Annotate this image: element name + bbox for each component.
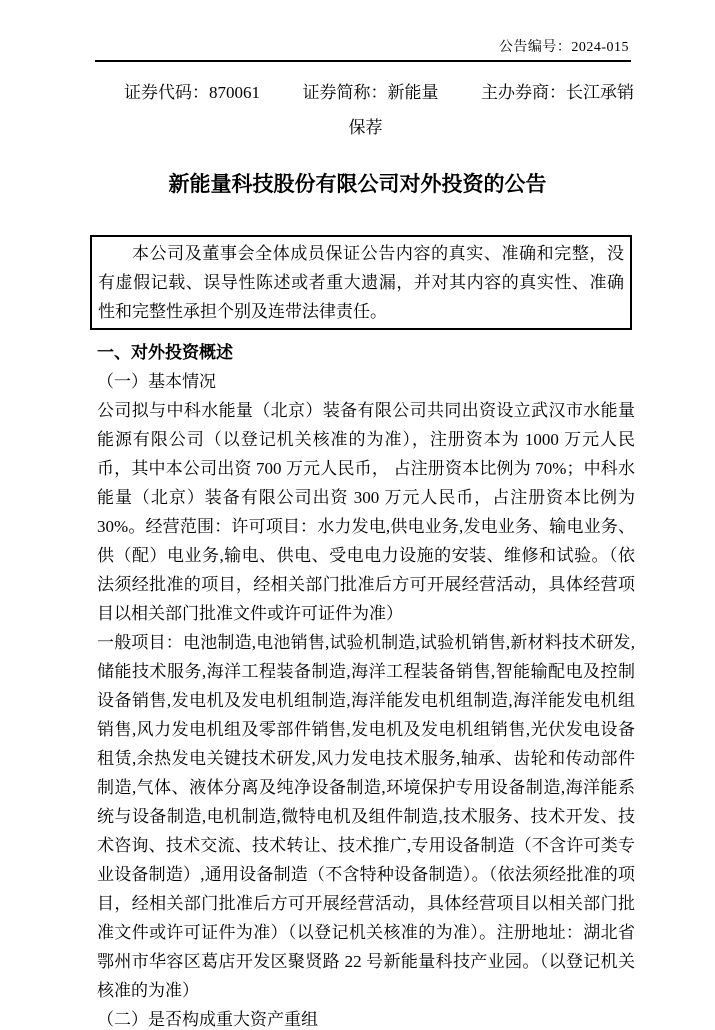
sponsor-broker: 主办券商：长江承销 [481, 83, 634, 102]
page-title: 新能量科技股份有限公司对外投资的公告 [168, 172, 547, 196]
section-1-heading: 一、对外投资概述 [97, 343, 233, 362]
stock-code: 证券代码：870061 [124, 83, 260, 102]
stock-short-name: 证券简称：新能量 [302, 83, 439, 102]
disclaimer-text: 本公司及董事会全体成员保证公告内容的真实、准确和完整，没有虚假记载、误导性陈述或者重大遗漏，并对其内容的真实性、准确性和完整性承担个别及连带法律责任。 [98, 244, 624, 321]
paragraph-general-business-items: 一般项目：电池制造,电池销售,试验机制造,试验机销售,新材料技术研发,储能技术服务,海洋工程装备制造,海洋工程装备销售,智能输配电及控制设备销售,发电机及发电机组制造,海洋能发电机组制造,海洋能发电机组销售,风力发电机组及零部件销售,发电机及发电机组销售,光伏发电设备租赁,余热发电关键技术研发,风力发电技术服务,轴承、齿轮和传动部件制造,气体、液体分离及纯净设备制造,环境保护专用设备制造,海洋能系统与设备制造,电机制造,微特电机及组件制造,技术服务、技术开发、技术咨询、技术交流、技术转让、技术推广,专用设备制造（不含许可类专业设备制造）,通用设备制造（不含特种设备制造）。（依法须经批准的项目，经相关部门批准后方可开展经营活动，具体经营项目以相关部门批准文件或许可证件为准）（以登记机关核准的为准）。注册地址：湖北省鄂州市华容区葛店开发区聚贤路 22 号新能量科技产业园。（以登记机关核准的为准） [97, 633, 635, 1000]
subsection-2-heading: （二）是否构成重大资产重组 [97, 1010, 318, 1029]
disclaimer-box [90, 235, 632, 330]
subsection-1-heading: （一）基本情况 [97, 372, 216, 391]
header-divider-rule [95, 60, 631, 62]
securities-info-row [97, 78, 634, 103]
sponsor-broker-wrap-line: 保荐 [348, 118, 383, 137]
paragraph-basic-info: 公司拟与中科水能量（北京）装备有限公司共同出资设立武汉市水能量能源有限公司（以登记机关核准的为准），注册资本为 1000 万元人民币，其中本公司出资 700 万元人民币， 占注册资本比例为 70%；中科水能量（北京）装备有限公司出资 300 万元人民币，占注册资本比例为 30%。经营范围：许可项目：水力发电,供电业务,发电业务、输电业务、供（配）电业务,输电、供电、受电电力设施的安装、维修和试验。（依法须经批准的项目，经相关部门批准后方可开展经营活动，具体经营项目以相关部门批准文件或许可证件为准） [97, 401, 635, 623]
document-body [97, 338, 635, 1030]
announcement-number: 公告编号：2024-015 [498, 40, 629, 55]
